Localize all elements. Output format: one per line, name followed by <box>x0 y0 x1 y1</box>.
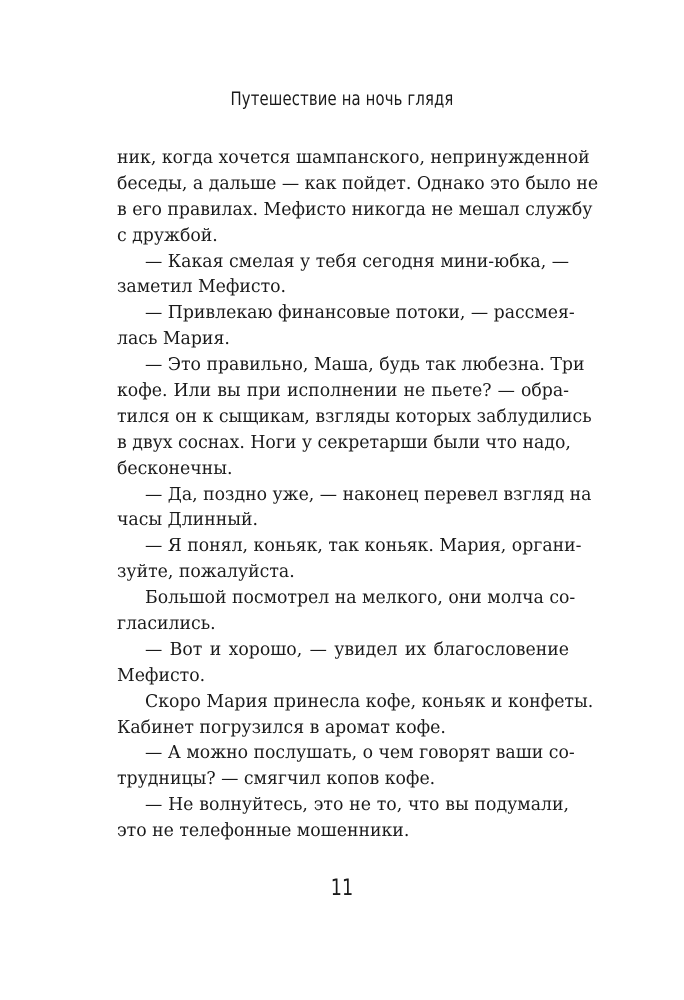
text-line: — Вот и хорошо, — увидел их благословение <box>145 639 569 660</box>
text-line: трудницы? — смягчил копов кофе. <box>117 769 436 790</box>
text-line: — Да, поздно уже, — наконец перевел взгляд на <box>145 484 592 505</box>
text-line: зуйте, пожалуйста. <box>117 562 295 583</box>
text-line: — Какая смелая у тебя сегодня мини-юбка, — <box>145 251 569 272</box>
text-line: в его правилах. Мефисто никогда не мешал службу <box>117 199 593 220</box>
text-line: кофе. Или вы при исполнении не пьете? — обра- <box>117 381 569 402</box>
text-line: это не телефонные мошенники. <box>117 821 410 842</box>
text-line: тился он к сыщикам, взгляды которых заблудились <box>117 406 592 427</box>
text-line: с дружбой. <box>117 225 218 246</box>
text-line: ник, когда хочется шампанского, непринужденной <box>117 148 590 168</box>
text-line: часы Длинный. <box>117 510 259 531</box>
text-line: лась Мария. <box>117 329 230 350</box>
page-number: 11 <box>330 876 354 901</box>
text-line: — Это правильно, Маша, будь так любезна. Три <box>145 355 585 376</box>
text-line: — А можно послушать, о чем говорят ваши со- <box>145 743 575 764</box>
text-line: Скоро Мария принесла кофе, коньяк и конфеты. <box>145 691 594 712</box>
text-line: заметил Мефисто. <box>117 277 287 298</box>
running-head: Путешествие на ночь глядя <box>230 88 454 110</box>
body-text <box>117 146 599 845</box>
text-line: — Привлекаю финансовые потоки, — рассмея- <box>145 303 575 324</box>
text-line: — Не волнуйтесь, это не то, что вы подумали, <box>145 795 569 816</box>
text-line: Большой посмотрел на мелкого, они молча со- <box>145 588 576 609</box>
text-line: в двух соснах. Ноги у секретарши были что надо, <box>117 432 571 453</box>
text-line: бесконечны. <box>117 458 233 479</box>
text-line: гласились. <box>117 614 216 635</box>
text-line: Мефисто. <box>117 665 206 686</box>
text-line: Кабинет погрузился в аромат кофе. <box>117 717 446 738</box>
text-line: — Я понял, коньяк, так коньяк. Мария, органи- <box>145 536 582 557</box>
text-line: беседы, а дальше — как пойдет. Однако это было не <box>117 173 599 194</box>
